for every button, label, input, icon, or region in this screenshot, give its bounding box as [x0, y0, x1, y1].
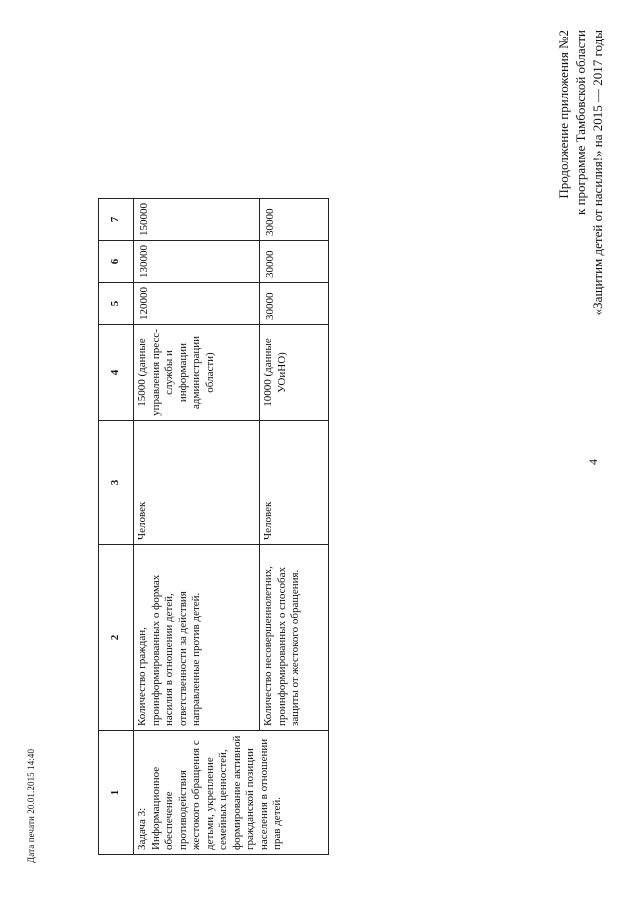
unit-cell: Человек: [134, 421, 260, 545]
column-header: 6: [99, 241, 134, 283]
indicator-cell: Количество несовершеннолетних, проинформированных о способах защиты от жестокого обращения.: [260, 545, 329, 731]
value-2016-cell: 30000: [260, 241, 329, 283]
page-number: 4: [586, 459, 600, 465]
column-header: 1: [99, 731, 134, 855]
column-header: 2: [99, 545, 134, 731]
base-value-cell: 15000 (данные управления пресс-службы и информации администрации области): [134, 325, 260, 421]
value-2016-cell: 130000: [134, 241, 260, 283]
value-2017-cell: 30000: [260, 199, 329, 241]
header-line-2: к программе Тамбовской области: [573, 30, 588, 215]
print-date: Дата печати 20.01.2015 14:40: [26, 748, 36, 863]
unit-cell: Человек: [260, 421, 329, 545]
value-2015-cell: 120000: [134, 283, 260, 325]
table-row: [134, 199, 260, 855]
base-value-cell: 10000 (данные УОиНО): [260, 325, 329, 421]
column-header: 4: [99, 325, 134, 421]
header-line-3: «Защитим детей от насилия!» на 2015 — 2017 годы: [590, 30, 605, 316]
header-line-1: Продолжение приложения №2: [556, 30, 571, 199]
value-2015-cell: 30000: [260, 283, 329, 325]
value-2017-cell: 150000: [134, 199, 260, 241]
program-indicators-table: [98, 198, 329, 855]
column-header: 5: [99, 283, 134, 325]
column-header: 3: [99, 421, 134, 545]
task-cell: Задача 3: Информационное обеспечение противодействия жестокого обращения с детьми, укрепление семейных ценностей, формирование активной гражданской позиции населения в отношении прав детей.: [134, 731, 329, 855]
indicator-cell: Количество граждан, проинформированных о формах насилия в отношении детей, ответственности за действия направленные против детей.: [134, 545, 260, 731]
column-header: 7: [99, 199, 134, 241]
table-header-row: [99, 199, 134, 855]
appendix-header: [555, 30, 606, 390]
